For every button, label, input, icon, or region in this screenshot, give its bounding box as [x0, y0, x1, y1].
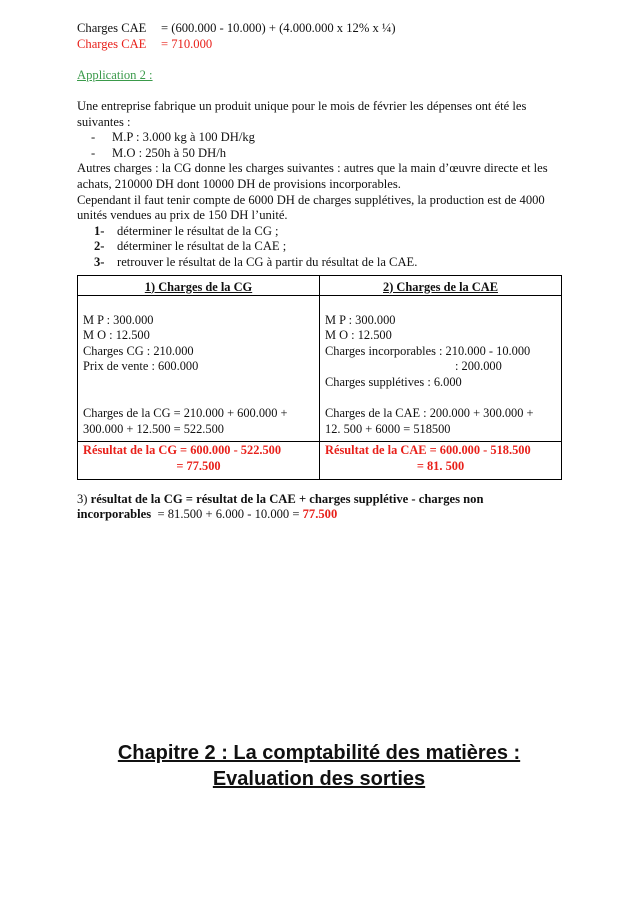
question-item — [77, 224, 572, 240]
cg-item: Charges CG : 210.000 — [83, 343, 194, 358]
question-text: déterminer le résultat de la CAE ; — [117, 239, 287, 254]
answer-3-line-1 — [77, 492, 572, 508]
paragraph-line: Cependant il faut tenir compte de 6000 DH de charges supplétives, la production est de 4000 — [77, 192, 545, 207]
intro-line-2 — [77, 37, 572, 53]
intro-total-value: = 710.000 — [161, 36, 213, 51]
comparison-table — [77, 275, 562, 480]
answer-prefix: 3) — [77, 491, 91, 506]
question-number: 1- — [94, 223, 105, 238]
document-page — [77, 21, 572, 523]
application-title: Application 2 : — [77, 67, 153, 82]
cg-total-line: 300.000 + 12.500 = 522.500 — [83, 421, 224, 436]
paragraph-line: unités vendues au prix de 150 DH l’unité. — [77, 208, 288, 223]
list-item-text: M.O : 250h à 50 DH/h — [112, 145, 227, 160]
table-header-cg: 1) Charges de la CG — [78, 275, 320, 296]
cae-item: Charges incorporables : 210.000 - 10.000 — [325, 343, 531, 358]
cae-total-line: 12. 500 + 6000 = 518500 — [325, 421, 451, 436]
cae-result-line: Résultat de la CAE = 600.000 - 518.500 — [325, 443, 531, 458]
cae-item: M O : 12.500 — [325, 328, 392, 343]
answer-formula: = 81.500 + 6.000 - 10.000 = — [151, 507, 303, 522]
answer-statement: résultat de la CG = résultat de la CAE + charges supplétive - charges non — [90, 491, 484, 506]
intro-formula: = (600.000 - 10.000) + (4.000.000 x 12% x ¼) — [161, 21, 396, 35]
paragraph-line: Une entreprise fabrique un produit unique pour le mois de février les dépenses ont été les — [77, 98, 527, 113]
intro-total-label: Charges CAE — [77, 36, 147, 51]
answer-statement-end: incorporables — [77, 507, 152, 522]
cae-total-line: Charges de la CAE : 200.000 + 300.000 + — [325, 406, 534, 421]
cg-item: M O : 12.500 — [83, 328, 150, 343]
cg-result-value: = 77.500 — [176, 459, 221, 474]
cae-result-value: = 81. 500 — [416, 459, 465, 474]
cg-result-cell — [78, 442, 320, 479]
list-item: - M.O : 250h à 50 DH/h — [91, 145, 227, 160]
cae-item: M P : 300.000 — [325, 312, 396, 327]
chapter-title-line-1: Chapitre 2 : La comptabilité des matières : — [117, 742, 521, 764]
chapter-title-line-2: Evaluation des sorties — [212, 768, 426, 790]
question-number: 3- — [94, 254, 105, 269]
cae-suppletive: Charges supplétives : 6.000 — [325, 375, 462, 390]
cae-charges-cell — [320, 296, 562, 442]
answer-3-line-2 — [77, 507, 572, 523]
question-item — [77, 255, 572, 271]
table-header-cae: 2) Charges de la CAE — [320, 275, 562, 296]
question-item — [77, 239, 572, 255]
cg-total-line: Charges de la CG = 210.000 + 600.000 + — [83, 406, 288, 421]
cg-item: M P : 300.000 — [83, 312, 154, 327]
cg-charges-cell — [78, 296, 320, 442]
paragraph-line: Autres charges : la CG donne les charges suivantes : autres que la main d’œuvre directe et les — [77, 161, 548, 176]
list-item-text: M.P : 3.000 kg à 100 DH/kg — [112, 130, 255, 145]
intro-line-1 — [77, 21, 572, 37]
paragraph-line: achats, 210000 DH dont 10000 DH de provisions incorporables. — [77, 176, 401, 191]
list-item: - M.P : 3.000 kg à 100 DH/kg — [91, 130, 255, 145]
cae-result-cell — [320, 442, 562, 479]
cae-item-continuation: : 200.000 — [455, 359, 502, 374]
paragraph-line: suivantes : — [77, 114, 131, 129]
question-number: 2- — [94, 239, 105, 254]
answer-result: 77.500 — [302, 507, 338, 522]
question-text: retrouver le résultat de la CG à partir du résultat de la CAE. — [117, 254, 418, 269]
question-text: déterminer le résultat de la CG ; — [117, 223, 279, 238]
chapter-title — [0, 740, 638, 792]
intro-label: Charges CAE — [77, 21, 147, 35]
cg-result-line: Résultat de la CG = 600.000 - 522.500 — [83, 443, 282, 458]
cg-item: Prix de vente : 600.000 — [83, 359, 199, 374]
